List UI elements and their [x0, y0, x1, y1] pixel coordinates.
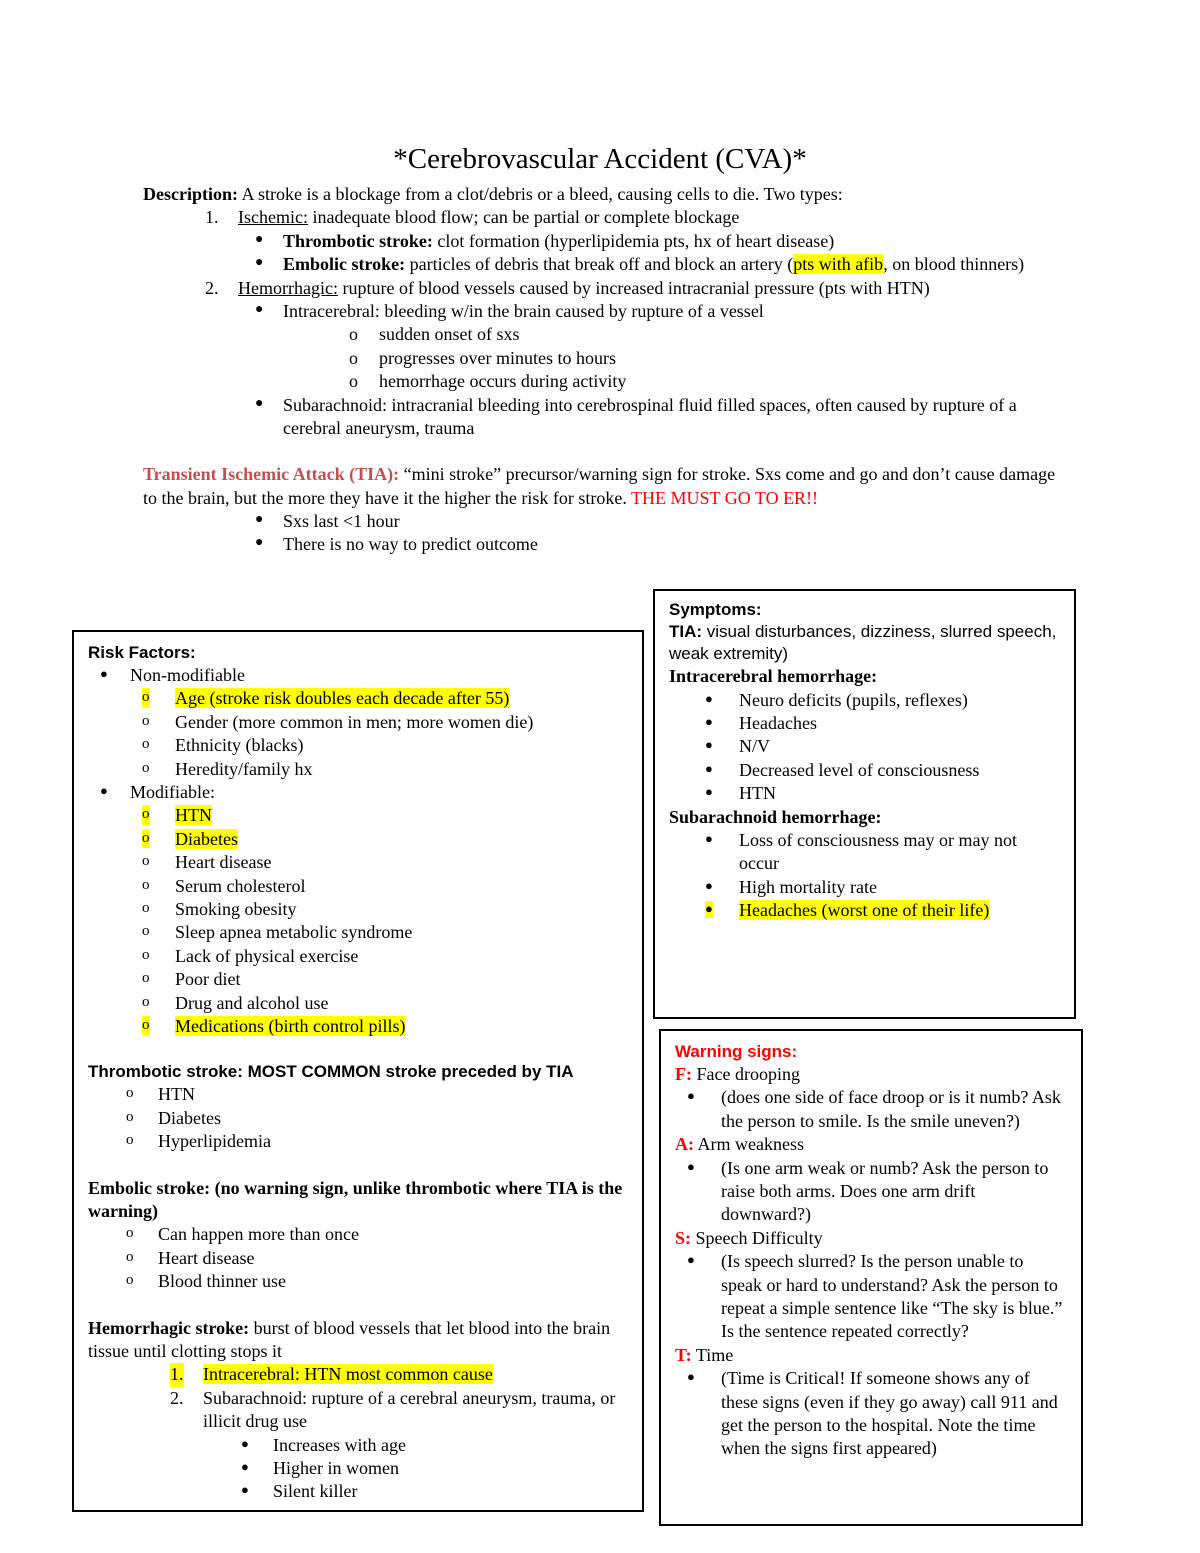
warning-detail — [675, 1157, 1067, 1227]
tia-emphasis: THE MUST GO TO ER!! — [631, 487, 819, 508]
list-item — [88, 898, 628, 921]
list-item-text: Age (stroke risk doubles each decade after 55) — [175, 688, 510, 709]
list-item — [669, 712, 1060, 735]
list-item-text: Decreased level of consciousness — [739, 759, 980, 780]
description-text: A stroke is a blockage from a clot/debris or a bleed, causing cells to die. Two types: — [237, 184, 843, 204]
list-item-text: Headaches — [739, 713, 817, 734]
circle-marker: o — [142, 829, 150, 849]
hemorrhagic-text: rupture of blood vessels caused by increased intracranial pressure (pts with HTN) — [337, 277, 930, 298]
modifiable-item — [88, 781, 628, 804]
list-item — [88, 945, 628, 968]
warning-detail-text: (Is speech slurred? Is the person unable to speak or hard to understand? Ask the person to repeat a simple sentence like “The sky is blue.” Is the sentence repeated correctly? — [721, 1251, 1063, 1342]
list-item-text: Sleep apnea metabolic syndrome — [175, 922, 413, 943]
embolic-item — [143, 253, 1063, 276]
warning-detail — [675, 1250, 1067, 1344]
sub-item-text: Increases with age — [273, 1434, 406, 1455]
tia-bullet-text: There is no way to predict outcome — [283, 534, 538, 555]
circle-marker: o — [142, 946, 150, 963]
type-hemorrhagic — [143, 277, 1063, 300]
warning-detail-list — [675, 1157, 1067, 1227]
list-item-text: Heart disease — [158, 1247, 255, 1268]
list-item — [669, 759, 1060, 782]
intro-section — [143, 183, 1063, 557]
warning-signs-list — [675, 1063, 1067, 1461]
bullet-marker: ● — [705, 831, 713, 847]
subarachnoid-text: Subarachnoid: intracranial bleeding into cerebrospinal fluid filled spaces, often caused by rupture of a cerebral aneurysm, trauma — [283, 394, 1017, 438]
subarachnoid-symptom-list — [669, 829, 1060, 923]
hemorrhagic-term: Hemorrhagic: — [238, 277, 338, 298]
bullet-marker: ● — [687, 1158, 695, 1174]
thrombotic-list — [88, 1083, 628, 1153]
warning-detail-list — [675, 1086, 1067, 1133]
embolic-text-end: , on blood thinners) — [883, 254, 1025, 275]
intracerebral-symptom-list — [669, 689, 1060, 806]
list-item-text: Blood thinner use — [158, 1271, 286, 1292]
circle-marker: o — [349, 324, 358, 345]
bullet-marker: ● — [241, 1458, 249, 1474]
thrombotic-item — [143, 230, 1063, 253]
type-ischemic — [143, 206, 1063, 229]
sub-item-text: Higher in women — [273, 1457, 399, 1478]
tia-label: Transient Ischemic Attack (TIA): — [143, 464, 400, 485]
list-item-text: Drug and alcohol use — [175, 992, 329, 1013]
list-item-text: Heredity/family hx — [175, 758, 313, 779]
list-item — [669, 782, 1060, 805]
non-modifiable-list — [88, 687, 628, 781]
list-item-text: HTN — [175, 805, 212, 826]
intracerebral-sub-item — [143, 347, 1063, 370]
circle-marker: o — [142, 993, 150, 1010]
intracerebral-text: Intracerebral: bleeding w/in the brain caused by rupture of a vessel — [283, 300, 764, 321]
symptoms-tia-label: TIA: — [669, 622, 703, 642]
list-number: 1. — [205, 207, 219, 228]
bullet-marker: ● — [100, 783, 108, 799]
tia-bullets — [143, 510, 1063, 557]
bullet-marker: ● — [687, 1088, 695, 1104]
tia-bullet — [143, 533, 1063, 556]
page-title: *Cerebrovascular Accident (CVA)* — [393, 143, 807, 175]
intracerebral-heading: Intracerebral hemorrhage: — [669, 666, 878, 687]
tia-bullet-text: Sxs last <1 hour — [283, 511, 400, 532]
hemorrhagic-sub-item — [88, 1457, 628, 1480]
circle-marker: o — [142, 900, 150, 916]
non-modifiable-item — [88, 664, 628, 687]
bullet-marker: ● — [255, 395, 264, 411]
list-number: 2. — [170, 1387, 184, 1408]
bullet-marker: ● — [255, 301, 264, 317]
circle-marker: o — [142, 923, 150, 940]
intracerebral-sub-item — [143, 323, 1063, 346]
hemorrhagic-label: Hemorrhagic stroke: — [88, 1317, 250, 1338]
tia-bullet — [143, 510, 1063, 533]
warning-detail-list — [675, 1250, 1067, 1344]
bullet-marker: ● — [687, 1252, 695, 1268]
list-item — [88, 758, 628, 781]
list-item-text: Diabetes — [158, 1107, 221, 1128]
circle-marker: o — [349, 371, 358, 392]
list-item — [88, 1270, 628, 1293]
warning-heading: Warning signs: — [675, 1042, 798, 1061]
bullet-marker: ● — [241, 1435, 249, 1451]
warning-detail-list — [675, 1367, 1067, 1461]
list-item-text: Ethnicity (blacks) — [175, 735, 304, 756]
list-item-text: Medications (birth control pills) — [175, 1015, 406, 1036]
risk-list — [88, 664, 628, 687]
list-item-text: Serum cholesterol — [175, 875, 306, 896]
list-item — [669, 735, 1060, 758]
list-item-text: N/V — [739, 736, 770, 757]
warning-label: Time — [691, 1344, 734, 1365]
list-item-text: Loss of consciousness may or may not occur — [739, 830, 1017, 874]
list-item — [88, 687, 628, 710]
bullet-marker: ● — [255, 535, 264, 551]
list-item — [88, 711, 628, 734]
circle-marker: o — [349, 347, 358, 368]
hemorrhagic-list — [88, 1363, 628, 1503]
bullet-marker: ● — [705, 901, 713, 917]
circle-marker: o — [142, 1016, 150, 1036]
bullet-marker: ● — [255, 255, 264, 271]
list-item — [88, 1247, 628, 1270]
non-modifiable-label: Non-modifiable — [130, 665, 245, 686]
hemorrhagic-item-text: Intracerebral: HTN most common cause — [203, 1364, 493, 1385]
list-item-text: Hyperlipidemia — [158, 1131, 271, 1152]
list-item — [88, 828, 628, 851]
thrombotic-text: clot formation (hyperlipidemia pts, hx of heart disease) — [432, 230, 835, 251]
circle-marker: o — [142, 970, 150, 987]
list-item — [88, 875, 628, 898]
warning-letter: S: — [675, 1227, 692, 1248]
list-item-text: Gender (more common in men; more women die) — [175, 711, 534, 732]
list-item — [669, 829, 1060, 876]
warning-sign — [675, 1063, 1067, 1086]
subarachnoid-item — [143, 394, 1063, 441]
list-item — [669, 899, 1060, 922]
list-item — [88, 734, 628, 757]
list-item — [88, 921, 628, 944]
warning-label: Arm weakness — [694, 1134, 804, 1155]
thrombotic-label: Thrombotic stroke: — [283, 230, 433, 251]
circle-marker: o — [126, 1272, 134, 1289]
circle-marker: o — [142, 805, 150, 825]
list-item — [669, 689, 1060, 712]
list-item — [88, 1130, 628, 1153]
bullet-marker: ● — [100, 666, 108, 682]
symptoms-tia — [669, 621, 1060, 665]
hemorrhagic-item — [88, 1387, 628, 1434]
hemorrhagic-text: burst of blood vessels that let blood into the brain tissue until clotting stops it — [88, 1317, 611, 1361]
list-item-text: Lack of physical exercise — [175, 945, 359, 966]
bullet-marker: ● — [255, 512, 264, 528]
sub-item-text: hemorrhage occurs during activity — [379, 371, 627, 392]
subarachnoid-heading: Subarachnoid hemorrhage: — [669, 806, 882, 827]
list-item — [88, 851, 628, 874]
hemorrhagic-sub-item — [88, 1434, 628, 1457]
bullet-marker: ● — [705, 690, 713, 706]
list-item — [669, 876, 1060, 899]
circle-marker: o — [142, 736, 150, 753]
ischemic-text: inadequate blood flow; can be partial or complete blockage — [307, 207, 740, 228]
list-item-text: Can happen more than once — [158, 1224, 359, 1245]
risk-factors-box — [72, 630, 644, 1512]
list-item-text: Poor diet — [175, 969, 241, 990]
hemorrhagic-item-text: Subarachnoid: rupture of a cerebral aneurysm, trauma, or illicit drug use — [203, 1387, 616, 1432]
intracerebral-sub-item — [143, 370, 1063, 393]
warning-sign — [675, 1344, 1067, 1367]
bullet-marker: ● — [705, 877, 713, 893]
circle-marker: o — [126, 1108, 134, 1125]
circle-marker: o — [126, 1225, 134, 1242]
sub-item-text: Silent killer — [273, 1481, 358, 1502]
bullet-marker: ● — [255, 231, 264, 247]
symptoms-tia-text: visual disturbances, dizziness, slurred speech, weak extremity) — [669, 622, 1057, 664]
warning-letter: T: — [675, 1344, 692, 1365]
bullet-marker: ● — [705, 760, 713, 776]
warning-detail-text: (does one side of face droop or is it numb? Ask the person to smile. Is the smile uneven?) — [721, 1087, 1061, 1131]
warning-sign — [675, 1227, 1067, 1250]
sub-item-text: progresses over minutes to hours — [379, 347, 616, 368]
description-label: Description: — [143, 184, 238, 204]
circle-marker: o — [142, 688, 150, 708]
embolic-highlight: pts with afib — [793, 254, 884, 275]
thrombotic-heading: Thrombotic stroke: MOST COMMON stroke preceded by TIA — [88, 1062, 574, 1082]
circle-marker: o — [126, 1085, 134, 1102]
bullet-marker: ● — [705, 714, 713, 730]
list-item — [88, 968, 628, 991]
list-item — [88, 992, 628, 1015]
list-number: 1. — [170, 1363, 184, 1386]
description — [143, 183, 1063, 206]
list-item-text: HTN — [158, 1084, 195, 1105]
list-item-text: Diabetes — [175, 828, 238, 849]
warning-detail-text: (Time is Critical! If someone shows any of these signs (even if they go away) call 911 and get the person to the hospital. Note the time when the signs first appeared) — [721, 1368, 1058, 1459]
list-item-text: Heart disease — [175, 852, 272, 873]
list-item — [88, 1083, 628, 1106]
warning-label: Face drooping — [692, 1064, 800, 1085]
risk-factors-heading: Risk Factors: — [88, 643, 196, 662]
hemorrhagic-item — [88, 1363, 628, 1386]
risk-list — [88, 781, 628, 804]
warning-sign — [675, 1133, 1067, 1156]
list-item — [88, 1223, 628, 1246]
list-item-text: Smoking obesity — [175, 899, 297, 919]
modifiable-list — [88, 804, 628, 1038]
modifiable-label: Modifiable: — [130, 782, 215, 803]
warning-label: Speech Difficulty — [691, 1227, 823, 1248]
intracerebral-item — [143, 300, 1063, 323]
tia-text: “mini stroke” precursor/warning sign for stroke. Sxs come and go and don’t cause damage to the brain, but the more they have it the higher the risk for stroke. — [143, 464, 1056, 508]
embolic-text: particles of debris that break off and block an artery ( — [405, 254, 794, 275]
circle-marker: o — [126, 1132, 134, 1149]
circle-marker: o — [142, 853, 150, 870]
list-item-text: High mortality rate — [739, 876, 877, 897]
bullet-marker: ● — [705, 737, 713, 753]
warning-detail — [675, 1086, 1067, 1133]
circle-marker: o — [142, 759, 150, 776]
circle-marker: o — [126, 1248, 134, 1265]
hemorrhagic-paragraph — [88, 1317, 628, 1364]
list-item — [88, 804, 628, 827]
bullet-marker: ● — [241, 1482, 249, 1498]
list-item-text: Neuro deficits (pupils, reflexes) — [739, 689, 968, 710]
symptoms-box — [653, 589, 1076, 1019]
warning-detail-text: (Is one arm weak or numb? Ask the person to raise both arms. Does one arm drift downward?) — [721, 1157, 1049, 1225]
list-item — [88, 1107, 628, 1130]
symptoms-heading: Symptoms: — [669, 600, 762, 619]
list-item-text: HTN — [739, 783, 776, 804]
list-item-text: Headaches (worst one of their life) — [739, 900, 990, 921]
embolic-label: Embolic stroke: — [283, 254, 406, 275]
list-item — [88, 1015, 628, 1038]
stroke-types-list — [143, 206, 1063, 440]
bullet-marker: ● — [687, 1369, 695, 1385]
embolic-list — [88, 1223, 628, 1293]
warning-detail — [675, 1367, 1067, 1461]
warning-letter: A: — [675, 1134, 694, 1155]
circle-marker: o — [142, 712, 150, 729]
bullet-marker: ● — [705, 784, 713, 800]
hemorrhagic-sub-item — [88, 1480, 628, 1503]
sub-item-text: sudden onset of sxs — [379, 324, 520, 345]
warning-letter: F: — [675, 1064, 692, 1085]
tia-paragraph — [143, 463, 1063, 510]
list-number: 2. — [205, 277, 219, 298]
embolic-heading: Embolic stroke: (no warning sign, unlike thrombotic where TIA is the warning) — [88, 1177, 623, 1221]
circle-marker: o — [142, 876, 150, 893]
warning-signs-box — [659, 1029, 1083, 1526]
ischemic-term: Ischemic: — [238, 207, 308, 228]
